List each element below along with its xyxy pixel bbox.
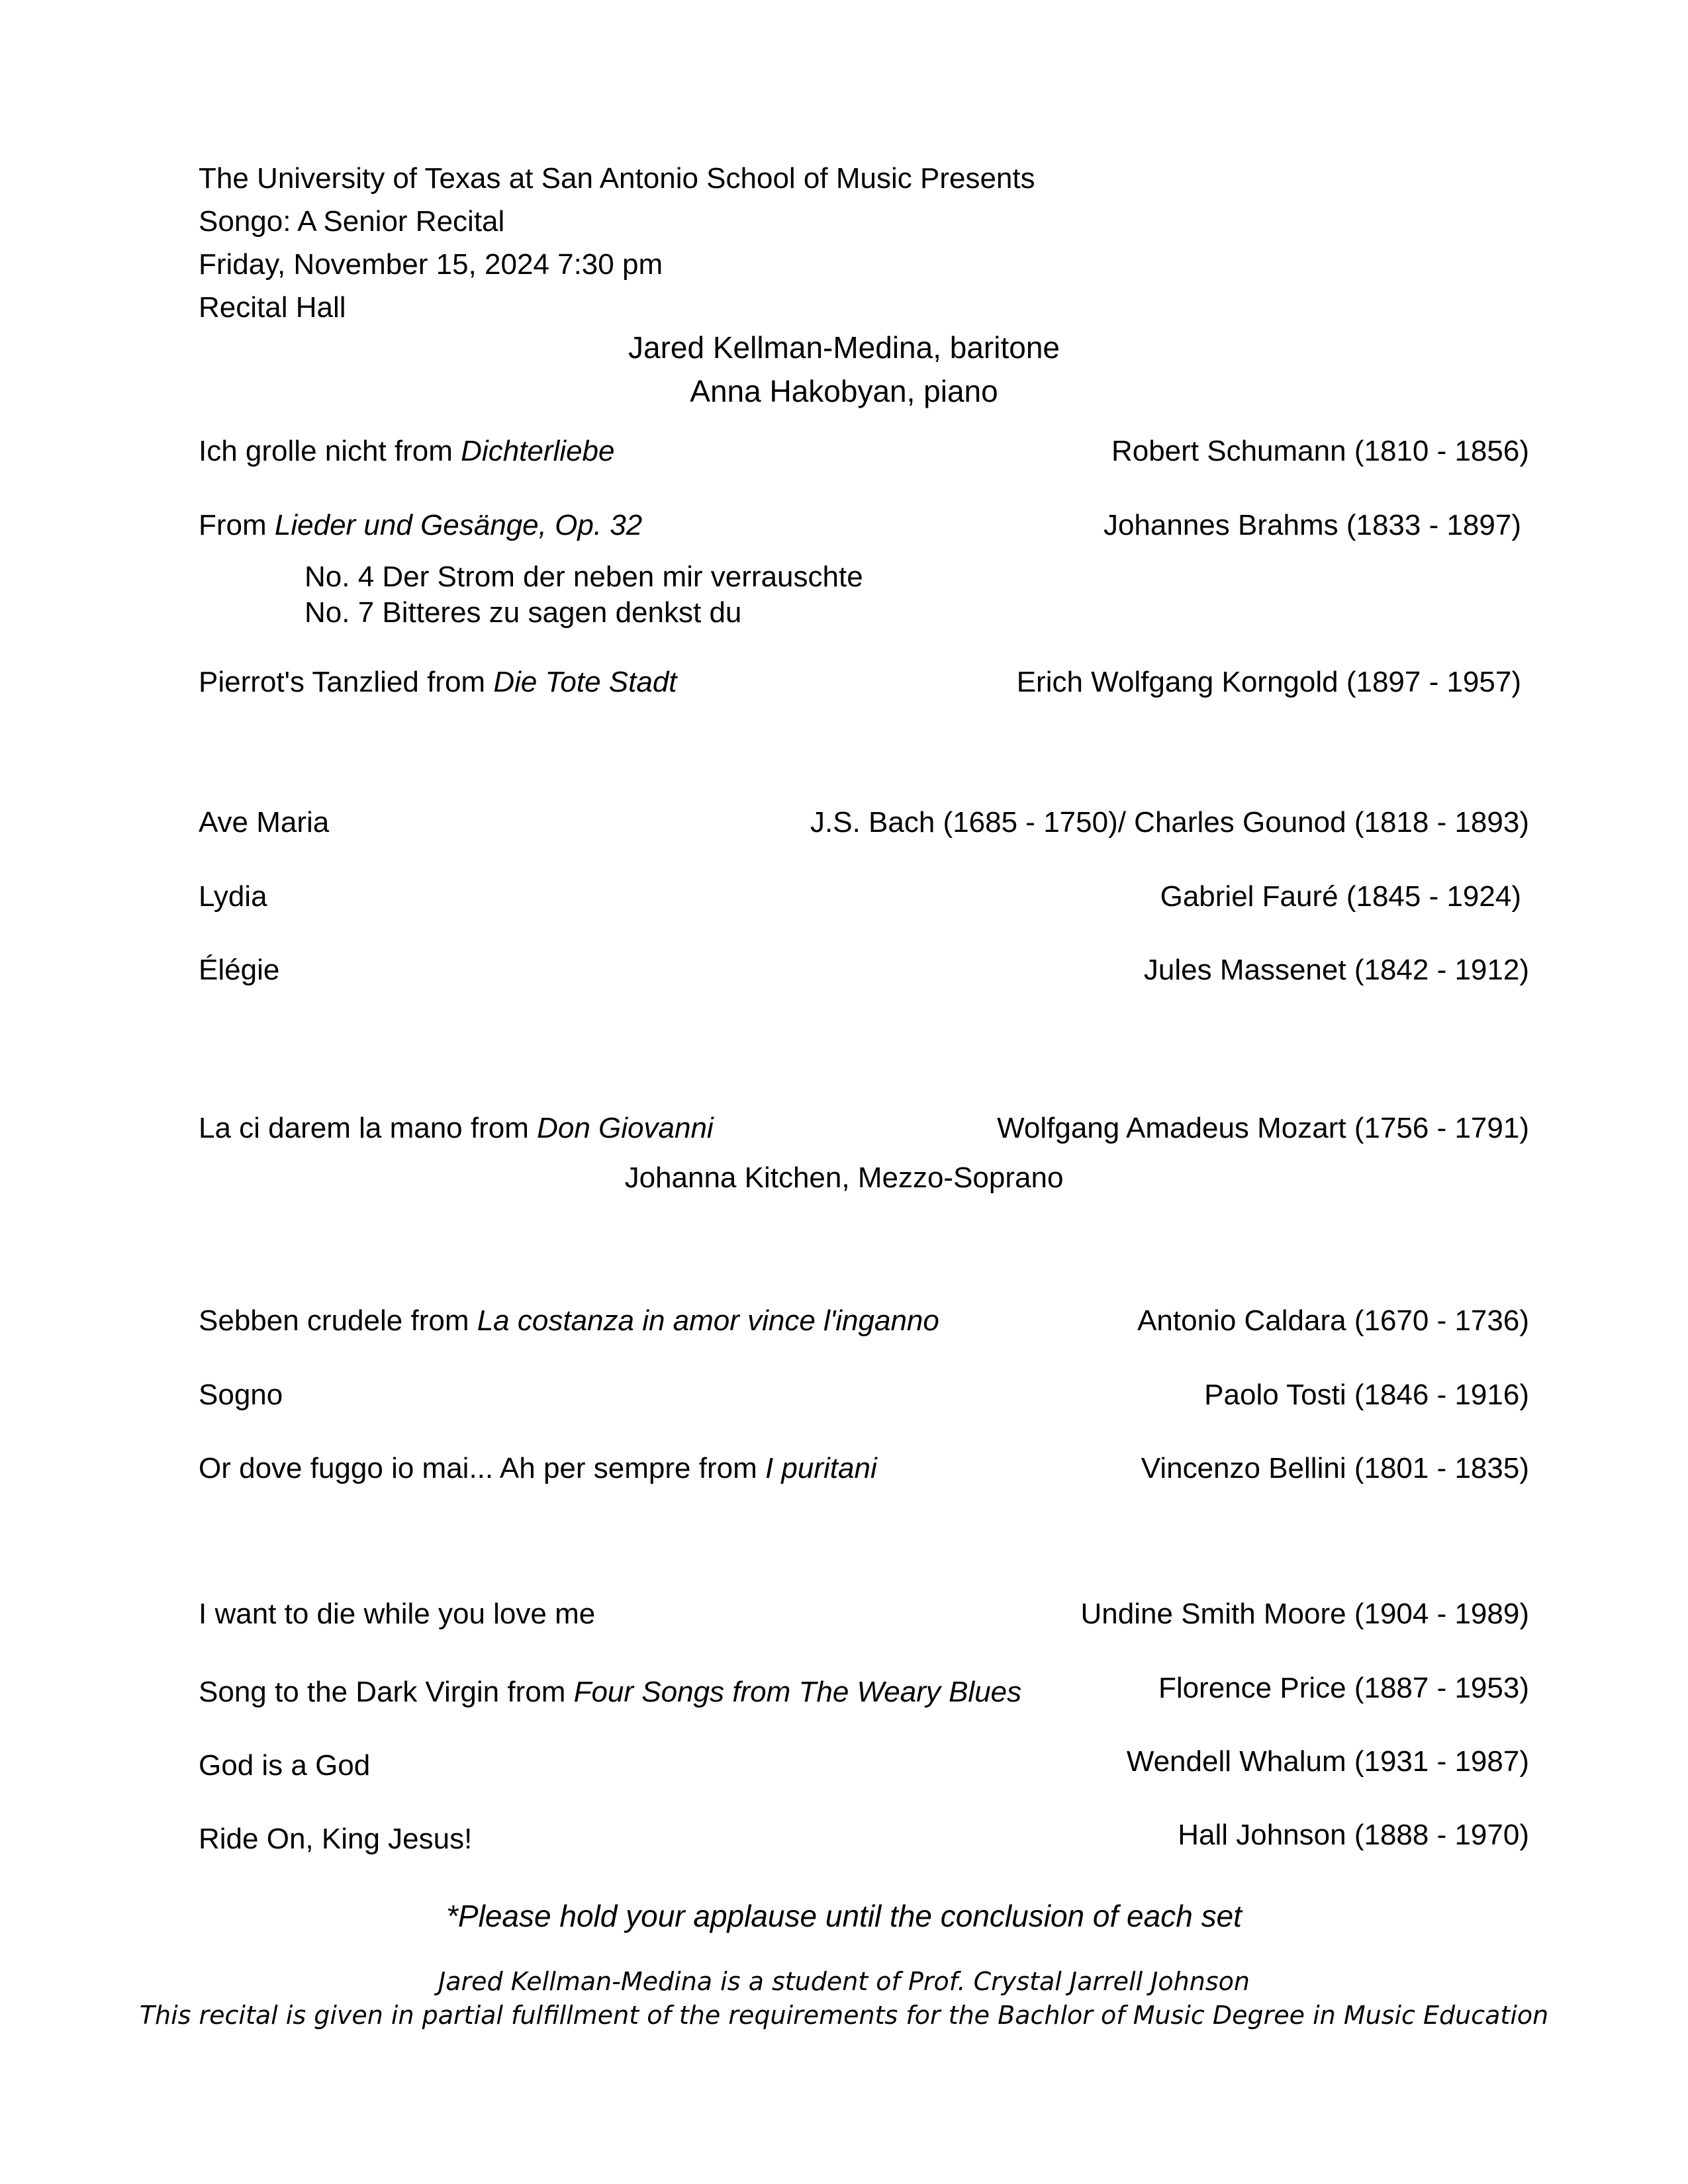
composer: Wolfgang Amadeus Mozart (1756 - 1791) [997, 1112, 1529, 1144]
student-note: Jared Kellman-Medina is a student of Prof. Crystal Jarrell Johnson [438, 1967, 1250, 1996]
piece-title: La ci darem la mano from Don Giovanni [199, 1112, 714, 1144]
piece-title: I want to die while you love me [199, 1598, 596, 1630]
composer: Johannes Brahms (1833 - 1897) [1103, 509, 1521, 541]
piece-title: Sebben crudele from La costanza in amor vince l'inganno [199, 1304, 939, 1337]
brahms-item-4: No. 4 Der Strom der neben mir verrauschte [305, 561, 863, 593]
fulfillment-note: This recital is given in partial fulfillment of the requirements for the Bachlor of Music Degree in Music Education [139, 2001, 1549, 2030]
piece-title: Ride On, King Jesus! [199, 1823, 473, 1855]
piece-title: God is a God [199, 1749, 371, 1782]
piece-title: Pierrot's Tanzlied from Die Tote Stadt [199, 666, 677, 698]
composer: Erich Wolfgang Korngold (1897 - 1957) [1016, 666, 1521, 698]
applause-note: *Please hold your applause until the conclusion of each set [446, 1899, 1242, 1933]
piece-title: Song to the Dark Virgin from Four Songs from The Weary Blues [199, 1676, 1022, 1708]
composer: Florence Price (1887 - 1953) [1158, 1672, 1529, 1704]
composer: Antonio Caldara (1670 - 1736) [1137, 1304, 1529, 1337]
singer-credit: Jared Kellman-Medina, baritone [628, 330, 1060, 365]
composer: Vincenzo Bellini (1801 - 1835) [1141, 1452, 1529, 1484]
work-title: La costanza in amor vince l'inganno [477, 1304, 939, 1337]
piece-title: Lydia [199, 880, 267, 913]
composer: Paolo Tosti (1846 - 1916) [1204, 1379, 1529, 1411]
composer: Undine Smith Moore (1904 - 1989) [1080, 1598, 1529, 1630]
composer: J.S. Bach (1685 - 1750)/ Charles Gounod (1818 - 1893) [810, 806, 1529, 839]
piece-title: Ave Maria [199, 806, 330, 839]
date-time: Friday, November 15, 2024 7:30 pm [199, 248, 663, 281]
composer: Gabriel Fauré (1845 - 1924) [1160, 880, 1521, 913]
pianist-credit: Anna Hakobyan, piano [690, 374, 998, 408]
piece-title: Ich grolle nicht from Dichterliebe [199, 435, 615, 467]
venue: Recital Hall [199, 291, 346, 324]
recital-title: Songo: A Senior Recital [199, 205, 505, 238]
work-title: Four Songs from The Weary Blues [573, 1676, 1022, 1708]
composer: Wendell Whalum (1931 - 1987) [1126, 1745, 1529, 1778]
work-title: Die Tote Stadt [493, 666, 677, 698]
piece-title: Or dove fuggo io mai... Ah per sempre from I puritani [199, 1452, 877, 1484]
presenter-line: The University of Texas at San Antonio School of Music Presents [199, 162, 1035, 195]
piece-title: From Lieder und Gesänge, Op. 32 [199, 509, 643, 541]
guest-performer: Johanna Kitchen, Mezzo-Soprano [624, 1161, 1064, 1194]
brahms-item-7: No. 7 Bitteres zu sagen denkst du [305, 596, 742, 629]
composer: Hall Johnson (1888 - 1970) [1178, 1819, 1529, 1851]
work-title: Don Giovanni [537, 1112, 714, 1144]
composer: Robert Schumann (1810 - 1856) [1111, 435, 1529, 467]
composer: Jules Massenet (1842 - 1912) [1143, 954, 1529, 986]
work-title: Dichterliebe [461, 435, 615, 467]
work-title: I puritani [765, 1452, 877, 1484]
piece-title: Sogno [199, 1379, 283, 1411]
piece-title: Élégie [199, 954, 280, 986]
work-title: Lieder und Gesänge, Op. 32 [274, 509, 643, 541]
